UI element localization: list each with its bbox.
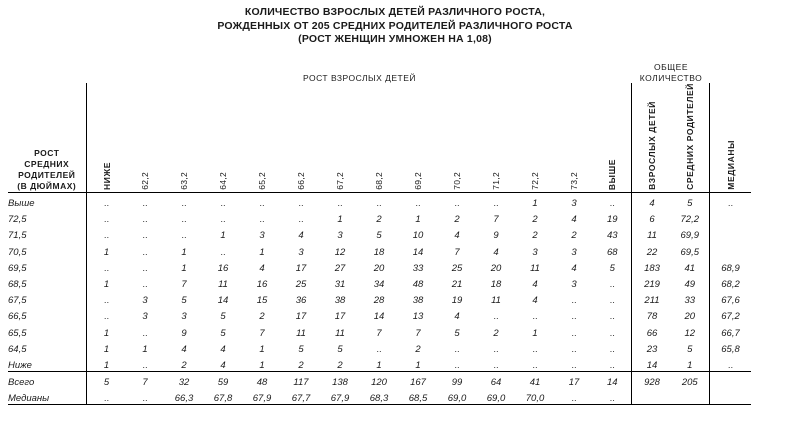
cell: 11: [335, 327, 345, 339]
cell: 1: [259, 343, 265, 355]
cell: 33: [684, 295, 696, 307]
cell: ..: [243, 192, 282, 209]
cell: 1: [376, 359, 382, 371]
cell: 67,9: [321, 388, 360, 405]
cell: 2: [259, 311, 265, 323]
cell: 3: [142, 295, 148, 307]
cell: 12: [334, 246, 346, 258]
group-header-totals: [633, 62, 709, 83]
cell: 11: [491, 295, 501, 307]
cell: ..: [609, 311, 615, 323]
col-header-62-2: 62,2: [140, 172, 150, 190]
cell: 66,3: [165, 388, 204, 405]
cell: 41: [684, 262, 696, 274]
cell: 15: [256, 295, 268, 307]
cell: 14: [217, 295, 229, 307]
col-header-69-2: 69,2: [413, 172, 423, 190]
col-header-64-2: 64,2: [218, 172, 228, 190]
cell: 7: [493, 214, 499, 226]
cell: 205: [671, 371, 709, 388]
cell: 16: [217, 262, 229, 274]
cell: 3: [532, 246, 538, 258]
cell: 5: [376, 230, 382, 242]
cell: 9: [493, 230, 499, 242]
cell: 3: [571, 246, 577, 258]
cell: 1: [220, 230, 226, 242]
cell: [633, 388, 671, 405]
cell: 1: [337, 214, 343, 226]
cell: 34: [373, 278, 385, 290]
col-header-63-2: 63,2: [179, 172, 189, 190]
cell: 67,2: [721, 311, 740, 323]
table-row: [8, 306, 751, 322]
cell: 23: [646, 343, 658, 355]
cell: 7: [415, 327, 421, 339]
cell: 4: [571, 262, 577, 274]
cell: ..: [609, 278, 615, 290]
corner-line-4: (В ДЮЙМАХ): [17, 180, 77, 191]
table-row: [8, 225, 751, 241]
cell: 25: [451, 262, 463, 274]
cell: ..: [594, 388, 632, 405]
cell: 183: [644, 262, 660, 274]
cell: 5: [220, 327, 226, 339]
cell: ..: [571, 359, 577, 371]
col-header-71-2: 71,2: [491, 172, 501, 190]
cell: 67,8: [204, 388, 243, 405]
cell: ..: [360, 192, 399, 209]
table-row: [8, 355, 751, 372]
cell: 5: [298, 343, 304, 355]
cell: 4: [633, 192, 671, 209]
cell: 1: [103, 359, 110, 371]
cell: 211: [644, 295, 660, 307]
col-header-68-2: 68,2: [374, 172, 384, 190]
table-row: [8, 209, 751, 225]
cell: ..: [454, 343, 460, 355]
cell: 138: [321, 371, 360, 388]
cell: 17: [295, 262, 307, 274]
cell: 4: [493, 246, 499, 258]
cell: ..: [532, 343, 538, 355]
cell: 11: [218, 278, 228, 290]
col-header-above: ВЫШЕ: [607, 158, 618, 190]
cell: ..: [555, 388, 594, 405]
cell: 1: [415, 214, 421, 226]
cell: 4: [259, 262, 265, 274]
table-row: [8, 339, 751, 355]
title-line-2: РОЖДЕННЫХ ОТ 205 СРЕДНИХ РОДИТЕЛЕЙ РАЗЛИЧНОГО РОСТА: [217, 19, 573, 32]
row-label: Выше: [8, 192, 86, 209]
cell: 928: [633, 371, 671, 388]
cell: 36: [295, 295, 307, 307]
cell: ..: [103, 262, 110, 274]
cell: 120: [360, 371, 399, 388]
cell: ..: [532, 311, 538, 323]
cell: ..: [220, 214, 226, 226]
cell: 4: [571, 214, 577, 226]
cell: ..: [454, 359, 460, 371]
cell: ..: [399, 192, 438, 209]
cell: 17: [555, 371, 594, 388]
cell: 99: [438, 371, 477, 388]
cell: ..: [142, 278, 148, 290]
col-header-total-children: ВЗРОСЛЫХ ДЕТЕЙ: [647, 100, 657, 190]
cell: 2: [298, 359, 304, 371]
cell: 3: [142, 311, 148, 323]
cell: ..: [532, 359, 538, 371]
cell: 17: [334, 311, 346, 323]
cell: 10: [412, 230, 424, 242]
cell: ..: [165, 192, 204, 209]
cell: 1: [181, 246, 187, 258]
cell: 1: [142, 343, 148, 355]
row-label: 71,5: [8, 230, 27, 242]
cell: ..: [126, 388, 165, 405]
cell: ..: [142, 214, 148, 226]
cell: 70,0: [516, 388, 555, 405]
cell: 3: [337, 230, 343, 242]
cell: 20: [684, 311, 696, 323]
cell: 9: [181, 327, 187, 339]
cell: 16: [256, 278, 268, 290]
cell: 4: [220, 359, 226, 371]
cell: 17: [295, 311, 307, 323]
cell: ..: [88, 192, 126, 209]
cell: 68,2: [721, 278, 740, 290]
cell: ..: [142, 246, 148, 258]
cell: 7: [376, 327, 382, 339]
cell: 25: [295, 278, 307, 290]
cell: 1: [103, 246, 110, 258]
corner-line-2: СРЕДНИХ: [24, 158, 70, 169]
cell: 1: [259, 246, 265, 258]
row-label: Всего: [8, 371, 86, 388]
corner-line-1: РОСТ: [34, 147, 60, 158]
cell: ..: [571, 295, 577, 307]
cell: 2: [532, 230, 538, 242]
cell: 11: [647, 230, 657, 242]
group-header-totals-line2: КОЛИЧЕСТВО: [639, 72, 703, 83]
cell: 4: [454, 311, 460, 323]
cell: ..: [103, 295, 110, 307]
cell: [671, 388, 709, 405]
cell: 18: [490, 278, 502, 290]
cell: ..: [142, 230, 148, 242]
cell: ..: [103, 214, 110, 226]
cell: [711, 225, 751, 241]
col-header-73-2: 73,2: [569, 172, 579, 190]
cell: 14: [594, 371, 632, 388]
cell: 32: [165, 371, 204, 388]
cell: ..: [493, 311, 499, 323]
cell: 2: [454, 214, 460, 226]
table-row-total: [8, 371, 751, 388]
cell: 69,0: [477, 388, 516, 405]
cell: [711, 388, 751, 405]
cell: ..: [181, 214, 187, 226]
cell: ..: [609, 343, 615, 355]
cell: 67,6: [721, 295, 740, 307]
row-label: 67,5: [8, 295, 27, 307]
cell: 43: [606, 230, 618, 242]
cell: 219: [644, 278, 660, 290]
cell: ..: [571, 327, 577, 339]
cell: 48: [243, 371, 282, 388]
cell: 7: [181, 278, 187, 290]
cell: 20: [490, 262, 502, 274]
row-label: Медианы: [8, 388, 86, 405]
cell: 2: [337, 359, 343, 371]
cell: 11: [296, 327, 306, 339]
cell: 5: [687, 343, 693, 355]
cell: 4: [532, 295, 538, 307]
cell: ..: [103, 230, 110, 242]
cell: 13: [412, 311, 424, 323]
cell: 14: [412, 246, 424, 258]
cell: ..: [727, 359, 734, 371]
cell: ..: [181, 230, 187, 242]
cell: 2: [532, 214, 538, 226]
cell: 5: [88, 371, 126, 388]
cell: ..: [477, 192, 516, 209]
row-label: 64,5: [8, 343, 27, 355]
cell: ..: [571, 311, 577, 323]
cell: 14: [646, 359, 658, 371]
cell: 69,9: [680, 230, 699, 242]
cell: ..: [142, 327, 148, 339]
cell: 48: [412, 278, 424, 290]
table-row: [8, 290, 751, 306]
cell: ..: [609, 359, 615, 371]
cell: 1: [687, 359, 693, 371]
col-header-70-2: 70,2: [452, 172, 462, 190]
cell: 49: [684, 278, 696, 290]
cell: 3: [555, 192, 594, 209]
col-header-medians: МЕДИАНЫ: [725, 140, 736, 190]
cell: ..: [282, 192, 321, 209]
cell: 4: [298, 230, 304, 242]
cell: 3: [571, 278, 577, 290]
cell: 5: [454, 327, 460, 339]
col-header-below: НИЖЕ: [101, 161, 112, 190]
cell: 68: [606, 246, 618, 258]
cell: 5: [181, 295, 187, 307]
cell: 2: [493, 327, 499, 339]
table-row-medians: [8, 388, 751, 405]
row-label: 68,5: [8, 278, 27, 290]
cell: 27: [334, 262, 346, 274]
table-row: [8, 274, 751, 290]
cell: 14: [373, 311, 385, 323]
table-row: [8, 192, 751, 209]
cell: 22: [646, 246, 658, 258]
corner-line-3: РОДИТЕЛЕЙ: [18, 169, 76, 180]
title-line-3: (РОСТ ЖЕНЩИН УМНОЖЕН НА 1,08): [298, 33, 492, 45]
row-label: Ниже: [8, 359, 32, 371]
cell: 1: [103, 278, 110, 290]
cell: 5: [609, 262, 615, 274]
cell: 117: [282, 371, 321, 388]
cell: ..: [103, 311, 110, 323]
cell: 2: [571, 230, 577, 242]
cell: 1: [103, 327, 110, 339]
cell: 11: [530, 262, 540, 274]
cell: 67,7: [282, 388, 321, 405]
cell: ..: [609, 327, 615, 339]
galton-table: [8, 62, 751, 405]
cell: ..: [126, 192, 165, 209]
cell: 4: [454, 230, 460, 242]
col-header-65-2: 65,2: [257, 172, 267, 190]
cell: 21: [451, 278, 463, 290]
group-header-children: РОСТ ВЗРОСЛЫХ ДЕТЕЙ: [302, 73, 416, 83]
cell: 1: [516, 192, 555, 209]
cell: [711, 241, 751, 257]
corner-label: [8, 83, 86, 192]
cell: ..: [88, 388, 126, 405]
cell: 38: [412, 295, 424, 307]
cell: 66: [646, 327, 658, 339]
cell: 5: [337, 343, 343, 355]
group-header-row: [8, 62, 751, 83]
cell: ..: [493, 343, 499, 355]
cell: 6: [649, 214, 655, 226]
cell: 12: [684, 327, 696, 339]
row-label: 65,5: [8, 327, 27, 339]
cell: 2: [415, 343, 421, 355]
cell: [711, 209, 751, 225]
cell: 19: [451, 295, 463, 307]
cell: ..: [376, 343, 382, 355]
cell: 66,7: [721, 327, 740, 339]
row-label: 70,5: [8, 246, 27, 258]
col-header-total-midparents: СРЕДНИХ РОДИТЕЛЕЙ: [684, 83, 695, 190]
cell: ..: [220, 246, 226, 258]
cell: 38: [334, 295, 346, 307]
col-header-66-2: 66,2: [296, 172, 306, 190]
cell: 41: [516, 371, 555, 388]
cell: 19: [606, 214, 618, 226]
cell: ..: [298, 214, 304, 226]
cell: 2: [181, 359, 187, 371]
cell: 1: [532, 327, 538, 339]
cell: 4: [181, 343, 187, 355]
cell: [711, 371, 751, 388]
cell: 1: [181, 262, 187, 274]
cell: ..: [259, 214, 265, 226]
cell: 2: [376, 214, 382, 226]
cell: ..: [321, 192, 360, 209]
cell: 3: [181, 311, 187, 323]
cell: 7: [259, 327, 265, 339]
cell: 1: [103, 343, 110, 355]
cell: 31: [334, 278, 346, 290]
col-header-67-2: 67,2: [335, 172, 345, 190]
cell: ..: [594, 192, 632, 209]
cell: ..: [609, 295, 615, 307]
table-row: [8, 322, 751, 338]
cell: ..: [142, 359, 148, 371]
table-row: [8, 258, 751, 274]
row-label: 69,5: [8, 262, 27, 274]
col-header-72-2: 72,2: [530, 172, 540, 190]
cell: ..: [711, 192, 751, 209]
cell: ..: [438, 192, 477, 209]
cell: ..: [204, 192, 243, 209]
cell: 78: [646, 311, 658, 323]
cell: ..: [493, 359, 499, 371]
cell: 65,8: [721, 343, 740, 355]
cell: 33: [412, 262, 424, 274]
cell: 72,2: [680, 214, 699, 226]
cell: 7: [126, 371, 165, 388]
cell: ..: [571, 343, 577, 355]
cell: 167: [399, 371, 438, 388]
cell: 5: [671, 192, 709, 209]
cell: 5: [220, 311, 226, 323]
row-label: 66,5: [8, 311, 27, 323]
cell: 59: [204, 371, 243, 388]
cell: 4: [220, 343, 226, 355]
cell: 28: [373, 295, 385, 307]
cell: 69,0: [438, 388, 477, 405]
cell: 67,9: [243, 388, 282, 405]
cell: 69,5: [680, 246, 699, 258]
table-row: [8, 241, 751, 257]
cell: 68,3: [360, 388, 399, 405]
cell: 20: [373, 262, 385, 274]
cell: 68,9: [721, 262, 740, 274]
title-line-1: КОЛИЧЕСТВО ВЗРОСЛЫХ ДЕТЕЙ РАЗЛИЧНОГО РОСТА,: [244, 6, 546, 18]
page-title: [0, 0, 790, 47]
cell: 1: [259, 359, 265, 371]
cell: 18: [373, 246, 385, 258]
cell: 3: [259, 230, 265, 242]
group-header-totals-line1: ОБЩЕЕ: [654, 62, 688, 72]
cell: 1: [415, 359, 421, 371]
cell: 3: [298, 246, 304, 258]
column-header-row: [8, 83, 751, 192]
row-label: 72,5: [8, 214, 27, 226]
cell: ..: [142, 262, 148, 274]
cell: 64: [477, 371, 516, 388]
cell: 68,5: [399, 388, 438, 405]
cell: 4: [532, 278, 538, 290]
cell: 7: [454, 246, 460, 258]
